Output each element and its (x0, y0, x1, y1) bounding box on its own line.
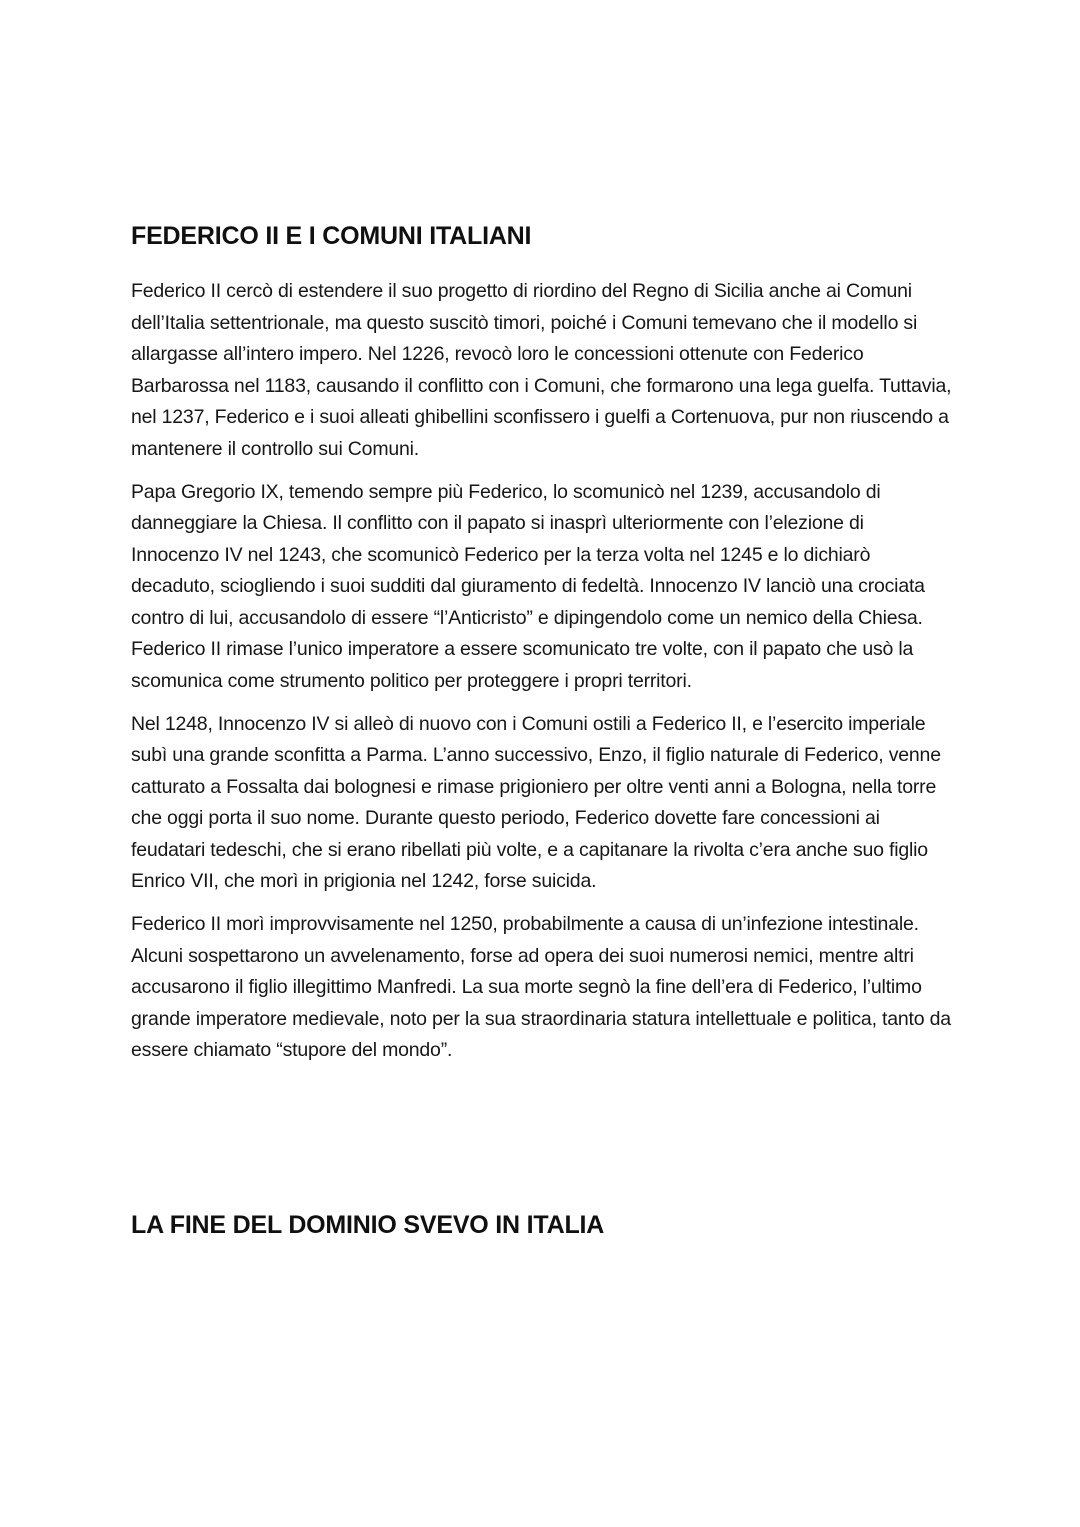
section-heading-federico-ii-comuni: FEDERICO II E I COMUNI ITALIANI (131, 222, 532, 250)
section-heading-fine-dominio-svevo: LA FINE DEL DOMINIO SVEVO IN ITALIA (131, 1210, 605, 1239)
paragraph-progetto-riordino: Federico II cercò di estendere il suo progetto di riordino del Regno di Sicilia anche ai Comuni dell’Italia settentrionale, ma questo suscitò timori, poiché i Comuni temevano che il modello si allargasse all’intero impero. Nel 1226, revocò loro le concessioni ottenute con Federico Barbarossa nel 1183, causando il conflitto con i Comuni, che formarono una lega guelfa. Tuttavia, nel 1237, Federico e i suoi alleati ghibellini sconfissero i guelfi a Cortenuova, pur non riuscendo a mantenere il controllo sui Comuni. (131, 280, 952, 460)
paragraph-sconfitta-parma: Nel 1248, Innocenzo IV si alleò di nuovo con i Comuni ostili a Federico II, e l’esercito imperiale subì una grande sconfitta a Parma. L’anno successivo, Enzo, il figlio naturale di Federico, venne catturato a Fossalta dai bolognesi e rimase prigioniero per oltre venti anni a Bologna, nella torre che oggi porta il suo nome. Durante questo periodo, Federico dovette fare concessioni ai feudatari tedeschi, che si erano ribellati più volte, e a capitanare la rivolta c’era anche suo figlio Enrico VII, che morì in prigionia nel 1242, forse suicida. (131, 712, 941, 892)
paragraph-scomunica-papato: Papa Gregorio IX, temendo sempre più Federico, lo scomunicò nel 1239, accusandolo di danneggiare la Chiesa. Il conflitto con il papato si inasprì ulteriormente con l’elezione di Innocenzo IV nel 1243, che scomunicò Federico per la terza volta nel 1245 e lo dichiarò decaduto, sciogliendo i suoi sudditi dal giuramento di fedeltà. Innocenzo IV lanciò una crociata contro di lui, accusandolo di essere “l’Anticristo” e dipingendolo come un nemico della Chiesa. Federico II rimase l’unico imperatore a essere scomunicato tre volte, con il papato che usò la scomunica come strumento politico per proteggere i propri territori. (131, 480, 925, 692)
paragraph-morte-federico: Federico II morì improvvisamente nel 1250, probabilmente a causa di un’infezione intestinale. Alcuni sospettarono un avvelenamento, forse ad opera dei suoi numerosi nemici, mentre altri accusarono il figlio illegittimo Manfredi. La sua morte segnò la fine dell’era di Federico, l’ultimo grande imperatore medievale, noto per la sua straordinaria statura intellettuale e politica, tanto da essere chiamato “stupore del mondo”. (131, 913, 951, 1061)
